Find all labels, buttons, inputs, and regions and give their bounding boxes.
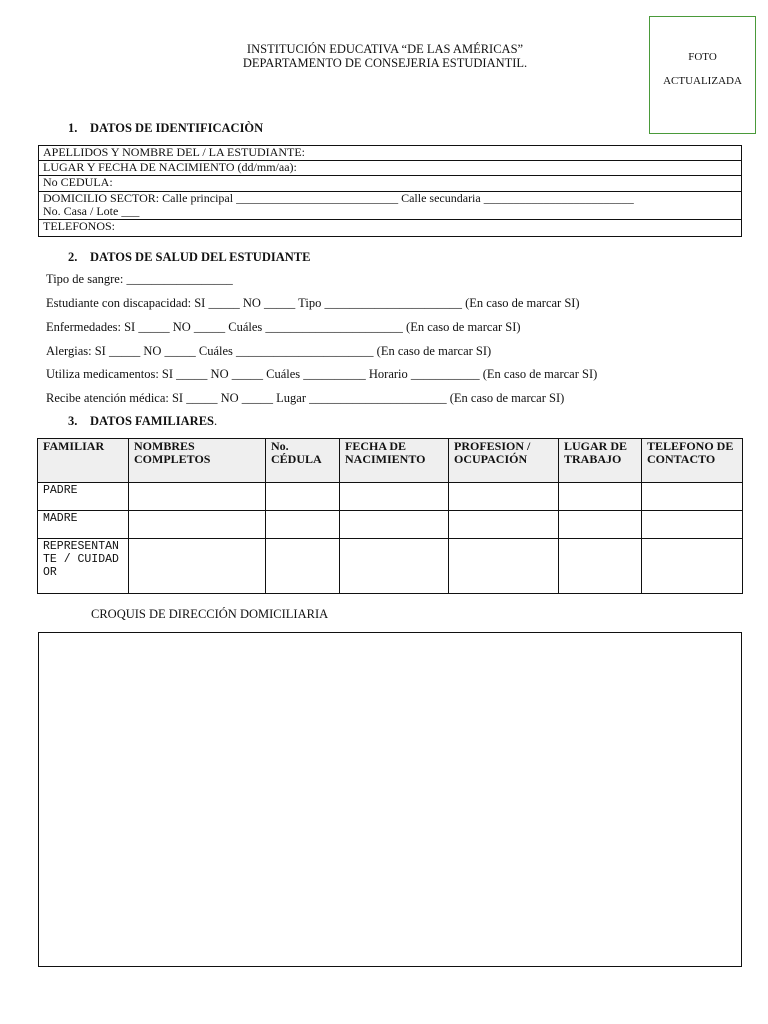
blood-type-line[interactable]: Tipo de sangre: _________________ <box>46 272 233 286</box>
table-cell[interactable] <box>559 539 642 594</box>
table-cell[interactable] <box>642 483 743 511</box>
sketch-title: CROQUIS DE DIRECCIÓN DOMICILIARIA <box>91 607 329 621</box>
col-header-id: No. CÉDULA <box>266 439 340 483</box>
birth-place-date-field[interactable]: LUGAR Y FECHA DE NACIMIENTO (dd/mm/aa): <box>39 161 741 176</box>
table-cell[interactable] <box>266 511 340 539</box>
table-cell[interactable] <box>340 539 449 594</box>
col-header-names: NOMBRES COMPLETOS <box>129 439 266 483</box>
family-table <box>37 438 743 594</box>
section-number: 3. <box>68 414 78 428</box>
table-cell[interactable] <box>449 511 559 539</box>
table-row <box>38 483 743 511</box>
section-3-heading <box>68 414 217 429</box>
document-header <box>160 42 610 70</box>
table-cell[interactable] <box>266 483 340 511</box>
medical-care-line[interactable]: Recibe atención médica: SI _____ NO _____ Lugar ______________________ (En caso de marcar SI) <box>46 391 565 405</box>
row-label-mother: MADRE <box>38 511 129 539</box>
table-row <box>38 511 743 539</box>
section-1-heading <box>68 121 263 136</box>
illnesses-line[interactable]: Enfermedades: SI _____ NO _____ Cuáles ______________________ (En caso de marcar SI) <box>46 320 521 334</box>
table-cell[interactable] <box>129 483 266 511</box>
id-number-field[interactable]: No CEDULA: <box>39 176 741 192</box>
table-cell[interactable] <box>642 539 743 594</box>
section-2-heading <box>68 250 310 265</box>
col-header-workplace: LUGAR DE TRABAJO <box>559 439 642 483</box>
table-cell[interactable] <box>559 483 642 511</box>
table-cell[interactable] <box>449 483 559 511</box>
phones-field[interactable]: TELEFONOS: <box>43 219 115 233</box>
section-number: 1. <box>68 121 78 135</box>
table-cell[interactable] <box>642 511 743 539</box>
student-name-field[interactable]: APELLIDOS Y NOMBRE DEL / LA ESTUDIANTE: <box>39 146 741 161</box>
medication-line[interactable]: Utiliza medicamentos: SI _____ NO _____ Cuáles __________ Horario ___________ (En caso de marcar SI) <box>46 367 598 381</box>
photo-placeholder <box>649 16 756 134</box>
row-label-father: PADRE <box>38 483 129 511</box>
department-name: DEPARTAMENTO DE CONSEJERIA ESTUDIANTIL. <box>242 56 528 70</box>
allergies-line[interactable]: Alergias: SI _____ NO _____ Cuáles ______________________ (En caso de marcar SI) <box>46 344 492 358</box>
table-cell[interactable] <box>129 511 266 539</box>
col-header-phone: TELEFONO DE CONTACTO <box>642 439 743 483</box>
disability-line[interactable]: Estudiante con discapacidad: SI _____ NO _____ Tipo ______________________ (En caso de marcar SI) <box>46 296 580 310</box>
table-cell[interactable] <box>449 539 559 594</box>
table-row <box>38 539 743 594</box>
section-number: 2. <box>68 250 78 264</box>
identification-box <box>38 145 742 237</box>
table-cell[interactable] <box>266 539 340 594</box>
photo-label-line1: FOTO <box>688 51 717 63</box>
table-cell[interactable] <box>129 539 266 594</box>
section-title: DATOS DE SALUD DEL ESTUDIANTE <box>90 250 311 264</box>
table-cell[interactable] <box>340 511 449 539</box>
col-header-birthdate: FECHA DE NACIMIENTO <box>340 439 449 483</box>
section-title: DATOS DE IDENTIFICACIÒN <box>90 121 264 135</box>
address-field[interactable] <box>39 192 741 220</box>
house-number: No. Casa / Lote ___ <box>43 204 140 218</box>
table-cell[interactable] <box>340 483 449 511</box>
table-cell[interactable] <box>559 511 642 539</box>
col-header-occupation: PROFESION / OCUPACIÓN <box>449 439 559 483</box>
table-header-row <box>38 439 743 483</box>
photo-label-line2: ACTUALIZADA <box>663 75 742 87</box>
institution-name: INSTITUCIÓN EDUCATIVA “DE LAS AMÉRICAS” <box>246 42 524 56</box>
address-sketch-area[interactable] <box>38 632 742 967</box>
address-streets: DOMICILIO SECTOR: Calle principal ___________________________ Calle secundaria _________________________ <box>43 191 634 205</box>
row-label-guardian: REPRESENTANTE / CUIDADOR <box>38 539 129 594</box>
section-title: DATOS FAMILIARES <box>90 414 214 428</box>
col-header-familiar: FAMILIAR <box>38 439 129 483</box>
section-title-period: . <box>213 414 218 428</box>
